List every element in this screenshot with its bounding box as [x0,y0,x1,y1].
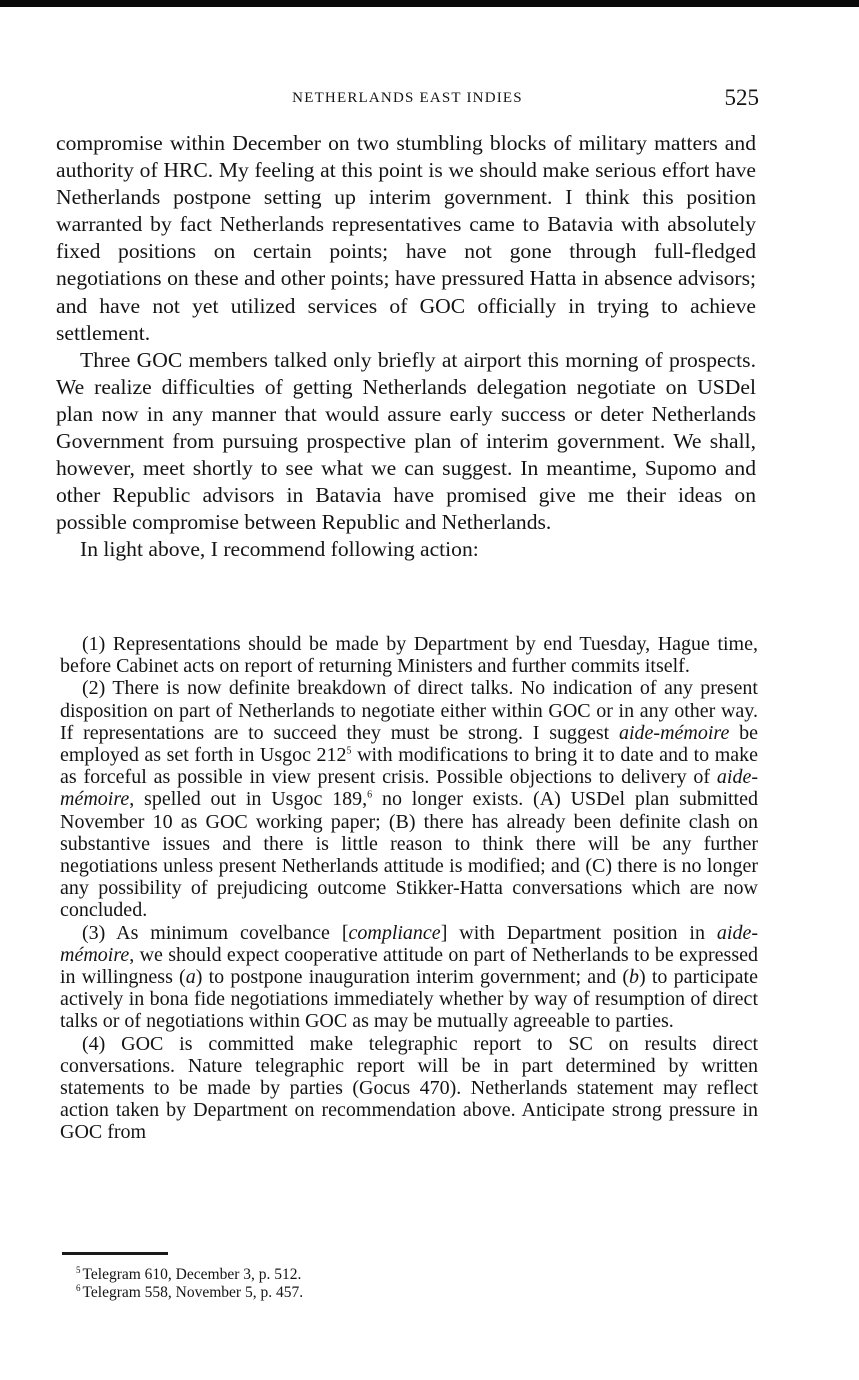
footnote-rule [62,1252,168,1255]
footnote-ref-6: 6 [367,789,373,801]
recommendation-item-1: (1) Representations should be made by Department by end Tuesday, Hague time, before Cabinet acts on report of returning Ministers and further commits itself. [60,633,758,678]
paragraph-goc-members: Three GOC members talked only briefly at airport this morning of prospects. We realize difficulties of getting Netherlands delegation negotiate on USDel plan now in any manner that would assure early success or deter Netherlands Government from pursuing prospective plan of interim government. We shall, however, meet shortly to see what we can suggest. In meantime, Supomo and other Republic advisors in Batavia have promised give me their ideas on possible compromise between Republic and Netherlands. [56,347,756,535]
footnote-6: $^6$ Telegram 558, November 5, p. 457. [76,1282,304,1301]
paragraph-continuation: compromise within December on two stumbling blocks of military matters and authority of HRC. My feeling at this point is we should make serious effort have Netherlands postpone setting up interim government. I think this position warranted by fact Netherlands representatives came to Batavia with absolutely fixed positions on certain points; have not gone through full-fledged negotiations on these and other points; have pressured Hatta in absence advisors; and have not yet utilized services of GOC officially in trying to achieve settlement. [56,131,756,345]
recommendations-list [60,633,758,1144]
recommendation-item-4: (4) GOC is committed make telegraphic report to SC on results direct conversations. Nature telegraphic report will be in part determined by written statements to be made by parties (Gocus 470). Netherlands statement may reflect action taken by Department on recommendation above. Anticipate strong pressure in GOC from [60,1032,758,1144]
recommendation-item-2: (2) There is now definite breakdown of direct talks. No indication of any present disposition on part of Netherlands to negotiate either within GOC or in any other way. If representations are to succeed they must be strong. I suggest aide-mémoire be employed as set forth in Usgoc $212^5$ with modifications to bring it to date and to make as forceful as possible in view present crisis. Possible objections to delivery of aide-mémoire, spelled out in Usgoc 189,$^6$ no longer exists. (A) USDel plan submitted November 10 as GOC working paper; (B) there has already been definite clash on substantive issues and there is little reason to think there will be any further negotiations unless present Netherlands attitude is modified; and (C) there is no longer any possibility of prejudicing outcome Stikker-Hatta conversations which are now concluded. [60,677,759,922]
scan-top-edge [0,0,859,7]
running-head: NETHERLANDS EAST INDIES [292,90,523,106]
footnotes [76,1266,476,1302]
page-header [56,85,759,114]
footnote-5: $^5$ Telegram 610, December 3, p. 512. [76,1264,302,1283]
recommendation-item-3: (3) As minimum covelbance [compliance] with Department position in aide-mémoire, we should expect cooperative attitude on part of Netherlands to be expressed in willingness (a) to postpone inauguration interim government; and (b) to participate actively in bona fide negotiations immediately whether by way of resumption of direct talks or of negotiations within GOC as may be mutually agreeable to parties. [60,921,758,1033]
footnote-ref-5: 5 [346,745,352,757]
main-text [56,130,756,564]
paragraph-recommendation-lead: In light above, I recommend following action: [80,537,479,562]
page-number: 525 [724,85,759,110]
